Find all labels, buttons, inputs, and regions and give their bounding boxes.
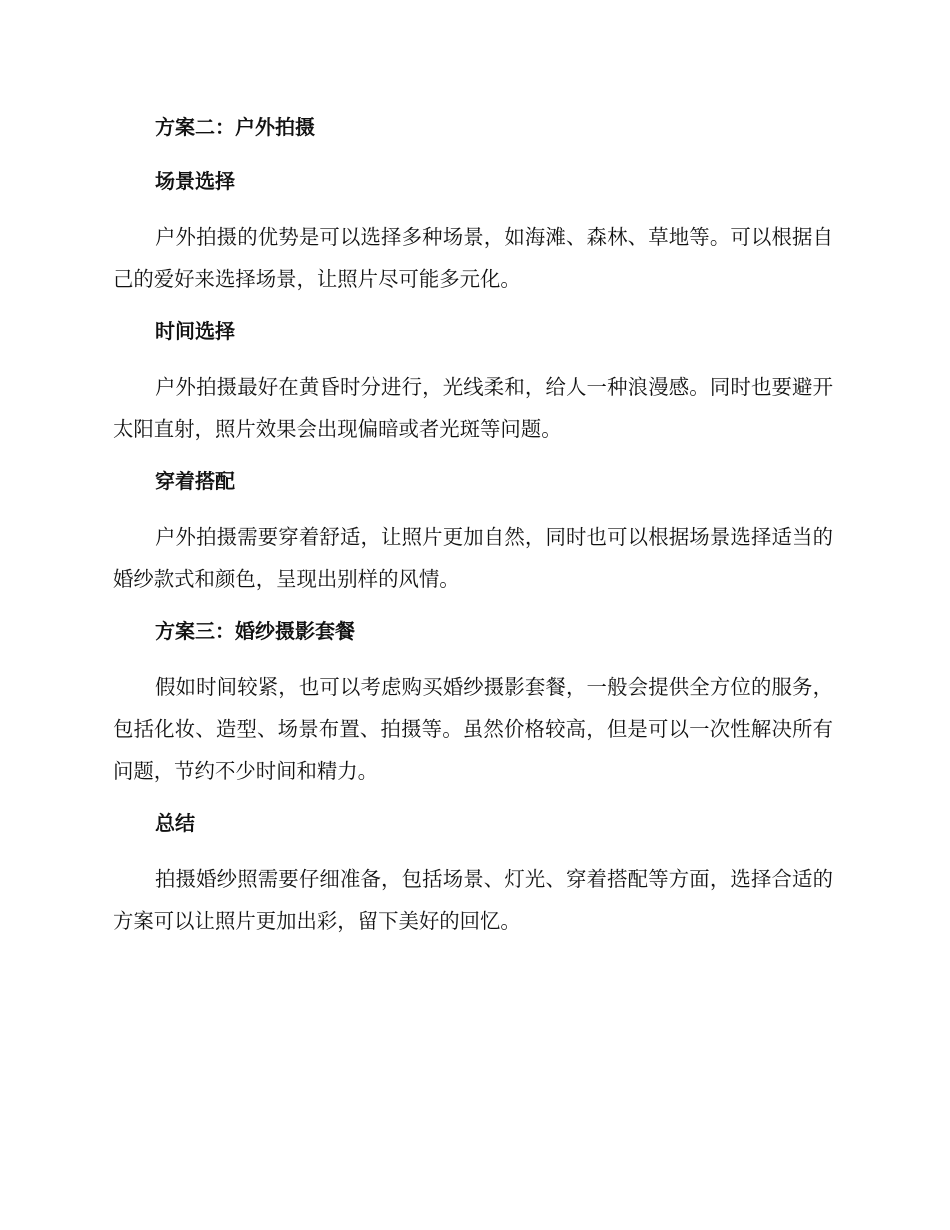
- summary-paragraph: 拍摄婚纱照需要仔细准备，包括场景、灯光、穿着搭配等方面，选择合适的方案可以让照片更加出彩，留下美好的回忆。: [113, 867, 833, 933]
- time-selection-paragraph: 户外拍摄最好在黄昏时分进行，光线柔和，给人一种浪漫感。同时也要避开太阳直射，照片效果会出现偏暗或者光斑等问题。: [113, 375, 833, 441]
- outfit-heading: 穿着搭配: [155, 469, 235, 493]
- document-body: [113, 108, 833, 942]
- plan-three-title: 方案三：婚纱摄影套餐: [155, 619, 355, 643]
- summary-heading: 总结: [155, 811, 195, 835]
- outfit-paragraph: 户外拍摄需要穿着舒适，让照片更加自然，同时也可以根据场景选择适当的婚纱款式和颜色，呈现出别样的风情。: [113, 525, 833, 591]
- plan-three-paragraph: 假如时间较紧，也可以考虑购买婚纱摄影套餐，一般会提供全方位的服务，包括化妆、造型、场景布置、拍摄等。虽然价格较高，但是可以一次性解决所有问题，节约不少时间和精力。: [113, 675, 833, 783]
- plan-two-title: 方案二：户外拍摄: [155, 115, 315, 139]
- time-selection-heading: 时间选择: [155, 319, 235, 343]
- scene-selection-paragraph: 户外拍摄的优势是可以选择多种场景，如海滩、森林、草地等。可以根据自己的爱好来选择场景，让照片尽可能多元化。: [113, 225, 833, 291]
- scene-selection-heading: 场景选择: [155, 169, 235, 193]
